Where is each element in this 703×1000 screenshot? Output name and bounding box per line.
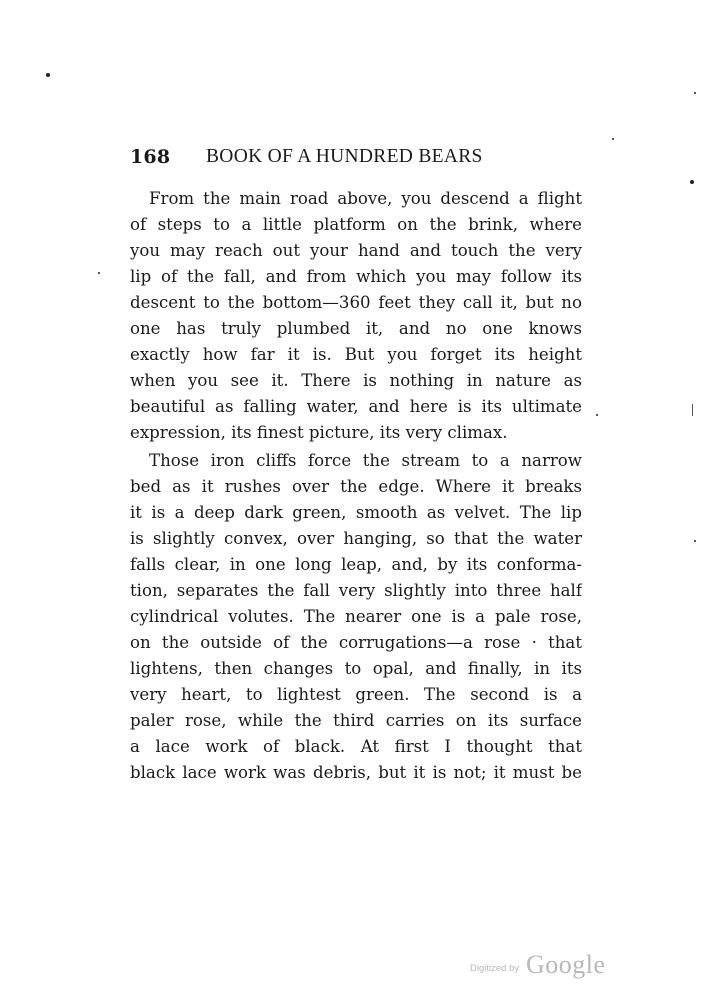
text-line: expression, its finest picture, its very climax. xyxy=(130,423,508,442)
text-line: one has truly plumbed it, and no one knows xyxy=(130,319,582,338)
scan-mark xyxy=(692,404,693,416)
text-line: it is a deep dark green, smooth as velvet. The lip xyxy=(130,503,582,522)
body-text xyxy=(130,186,582,786)
text-line: descent to the bottom—360 feet they call it, but no xyxy=(130,293,582,312)
text-line: falls clear, in one long leap, and, by its conforma- xyxy=(130,555,582,574)
watermark-brand-logo: Google xyxy=(526,950,606,979)
scan-speck xyxy=(612,138,614,140)
scan-speck xyxy=(596,414,598,416)
text-line: tion, separates the fall very slightly into three half xyxy=(130,581,582,600)
text-line: cylindrical volutes. The nearer one is a pale rose, xyxy=(130,607,582,626)
text-line: paler rose, while the third carries on its surface xyxy=(130,711,582,730)
running-title: BOOK OF A HUNDRED BEARS xyxy=(206,146,483,167)
scan-speck xyxy=(690,180,694,184)
text-line: of steps to a little platform on the brink, where xyxy=(130,215,582,234)
digitization-watermark xyxy=(462,950,622,982)
text-line: lip of the fall, and from which you may follow its xyxy=(130,267,582,286)
paragraph xyxy=(130,186,582,446)
text-line: bed as it rushes over the edge. Where it breaks xyxy=(130,477,582,496)
scan-speck xyxy=(46,73,50,77)
text-line: a lace work of black. At first I thought that xyxy=(130,737,582,756)
paragraph xyxy=(130,448,582,786)
text-line: is slightly convex, over hanging, so that the water xyxy=(130,529,582,548)
text-line: exactly how far it is. But you forget its height xyxy=(130,345,582,364)
text-line: on the outside of the corrugations—a rose · that xyxy=(130,633,582,652)
text-line: From the main road above, you descend a flight xyxy=(149,189,582,208)
scan-speck xyxy=(694,540,696,542)
page-number: 168 xyxy=(130,146,171,168)
text-line: beautiful as falling water, and here is its ultimate xyxy=(130,397,582,416)
page-header xyxy=(130,146,580,170)
text-line: Those iron cliffs force the stream to a narrow xyxy=(149,451,582,470)
text-line: when you see it. There is nothing in nature as xyxy=(130,371,582,390)
text-line: very heart, to lightest green. The second is a xyxy=(130,685,582,704)
scan-speck xyxy=(98,272,100,274)
text-line: black lace work was debris, but it is not; it must be xyxy=(130,763,582,782)
text-line: lightens, then changes to opal, and finally, in its xyxy=(130,659,582,678)
watermark-prefix: Digitized by xyxy=(470,963,520,974)
text-line: you may reach out your hand and touch the very xyxy=(130,241,582,260)
scan-speck xyxy=(694,92,696,94)
